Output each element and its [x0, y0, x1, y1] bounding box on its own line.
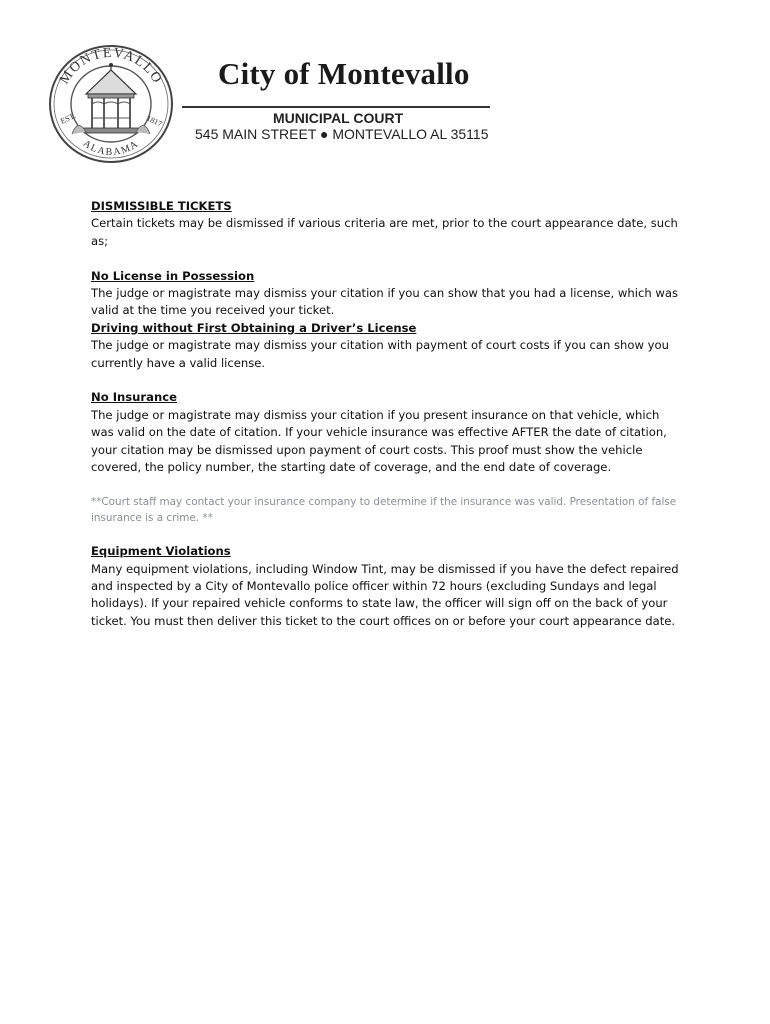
- letterhead: [0, 0, 770, 180]
- section-text-no-license: The judge or magistrate may dismiss your citation if you can show that you had a license, which was valid at the time you received your ticket.: [91, 286, 679, 318]
- section-heading-no-license: No License in Possession: [91, 268, 255, 283]
- svg-text:1817: 1817: [145, 113, 164, 129]
- court-name: MUNICIPAL COURT: [273, 110, 404, 126]
- spacer: [91, 372, 681, 389]
- section-text-driving-without-license: The judge or magistrate may dismiss your citation with payment of court costs if you can show you currently have a valid license.: [91, 338, 669, 370]
- svg-text:EST.: EST.: [59, 111, 78, 126]
- intro-heading: DISMISSIBLE TICKETS: [91, 199, 232, 213]
- court-address: 545 MAIN STREET ● MONTEVALLO AL 35115: [195, 126, 489, 142]
- section-text-no-insurance: The judge or magistrate may dismiss your citation if you present insurance on that vehicle, which was valid on the date of citation. If your vehicle insurance was effective AFTER the date of citation, your citation may be dismissed upon payment of court costs. This proof must show the vehicle covered, the policy number, the starting date of coverage, and the end date of coverage.: [91, 407, 667, 475]
- spacer: [91, 476, 681, 493]
- spacer: [91, 526, 681, 543]
- spacer: [91, 250, 681, 267]
- section-text-equipment-violations: Many equipment violations, including Window Tint, may be dismissed if you have the defect repaired and inspected by a City of Montevallo police officer within 72 hours (excluding Sundays and legal holidays). If your repaired vehicle conforms to state law, the officer will sign off on the back of your ticket. You must then deliver this ticket to the court offices on or before your court appearance date.: [91, 561, 679, 628]
- section-heading-no-insurance: No Insurance: [91, 390, 177, 405]
- document-body: [91, 198, 681, 630]
- header-divider: [182, 106, 490, 108]
- intro-text: Certain tickets may be dismissed if various criteria are met, prior to the court appearance date, such as;: [91, 216, 678, 248]
- city-title: City of Montevallo: [218, 56, 470, 91]
- insurance-note: **Court staff may contact your insurance company to determine if the insurance was valid. Presentation of false insurance is a crime. **: [91, 495, 677, 524]
- section-heading-driving-without-license: Driving without First Obtaining a Driver’s License: [91, 320, 417, 335]
- svg-text:ALABAMA: ALABAMA: [80, 138, 142, 159]
- section-heading-equipment-violations: Equipment Violations: [91, 544, 231, 559]
- svg-text:MONTEVALLO: MONTEVALLO: [57, 45, 165, 88]
- city-seal-logo: [48, 44, 174, 164]
